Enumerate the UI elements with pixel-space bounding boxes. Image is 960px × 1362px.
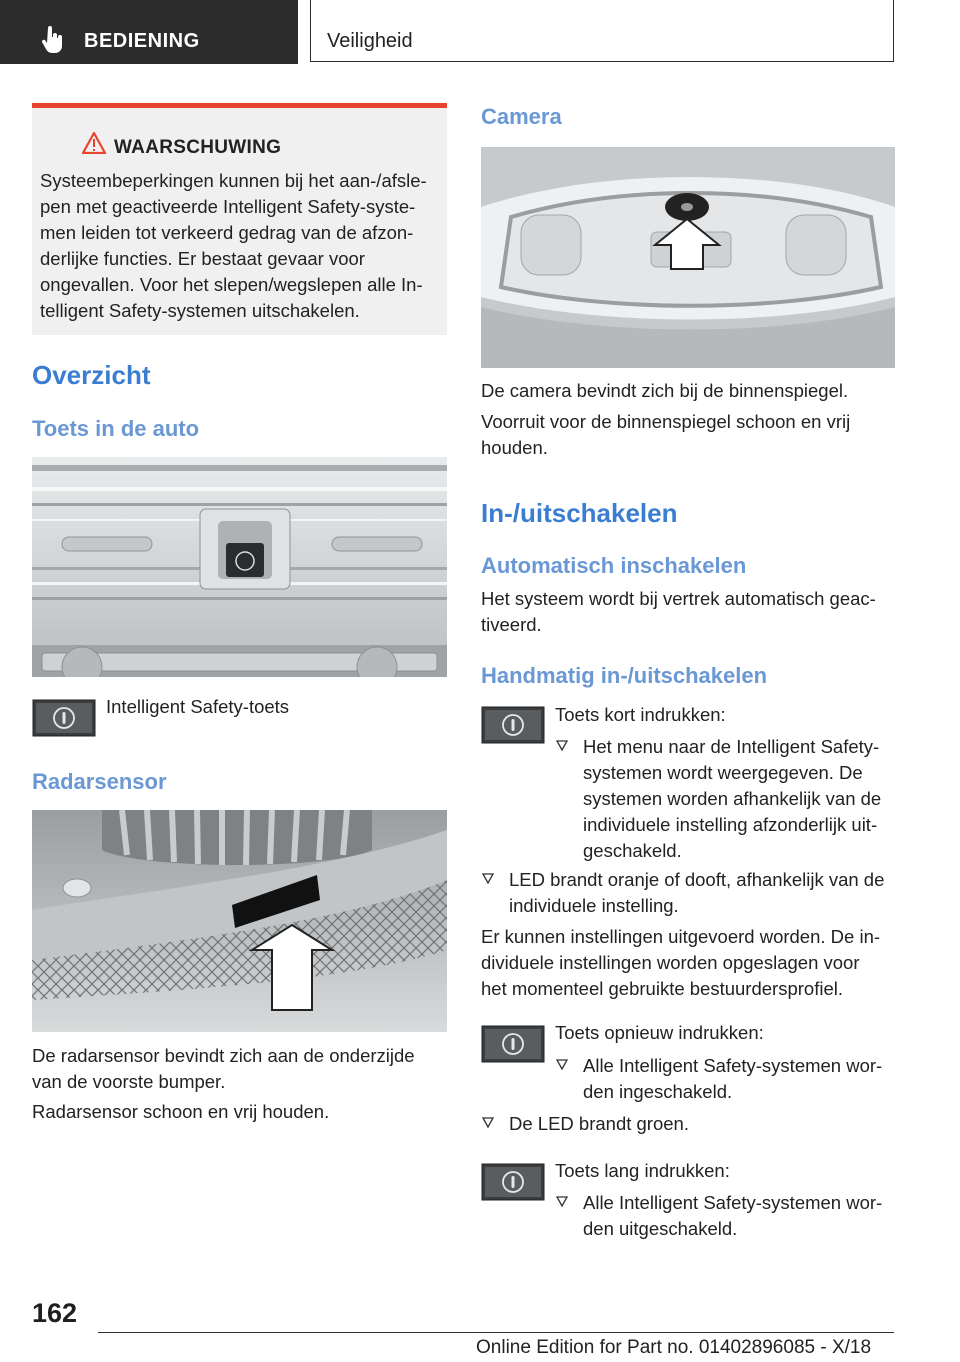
radar-sensor-photo — [32, 810, 447, 1032]
dashboard-button-photo — [32, 457, 447, 677]
text-line: LED brandt oranje of dooft, afhankelijk van de — [509, 869, 885, 890]
text-line: Voorruit voor de binnenspiegel schoon en vrij — [481, 411, 851, 432]
heading-overzicht: Overzicht — [32, 360, 151, 390]
triangle-bullet-icon — [555, 1194, 569, 1208]
text-line: het momenteel gebruikte bestuurdersprofiel. — [481, 978, 843, 999]
bullet-text: De LED brandt groen. — [509, 1113, 689, 1134]
hand-pointer-icon — [40, 26, 64, 54]
bullet-text — [583, 1190, 882, 1242]
text-line: Alle Intelligent Safety-systemen wor- — [583, 1055, 883, 1076]
radar-clean-text: Radarsensor schoon en vrij houden. — [32, 1101, 330, 1122]
warning-box — [32, 103, 447, 335]
text-line: den ingeschakeld. — [583, 1081, 733, 1102]
radar-location-text — [32, 1043, 415, 1095]
heading-camera: Camera — [481, 104, 562, 129]
bullet-text — [509, 867, 884, 919]
triangle-bullet-icon — [481, 1115, 495, 1129]
heading-handmatig: Handmatig in-/uitschakelen — [481, 663, 768, 688]
text-line: Alle Intelligent Safety-systemen wor- — [583, 1192, 883, 1213]
text-line: geschakeld. — [583, 840, 682, 861]
section-label: BEDIENING — [84, 30, 200, 52]
text-line: De radarsensor bevindt zich aan de onderzijde — [32, 1045, 415, 1066]
warning-line: derlijke functies. Er bestaat gevaar voor — [40, 248, 365, 269]
text-line: systemen wordt weergegeven. De — [583, 762, 863, 783]
text-line: van de voorste bumper. — [32, 1071, 226, 1092]
camera-clean-text — [481, 409, 850, 461]
page-number: 162 — [32, 1298, 78, 1328]
text-line: Het menu naar de Intelligent Safety- — [583, 736, 880, 757]
warning-triangle-icon — [82, 132, 106, 154]
triangle-bullet-icon — [555, 1057, 569, 1071]
bullet-text — [583, 1053, 882, 1105]
heading-toets-in-de-auto: Toets in de auto — [32, 416, 200, 441]
bullet-led-green — [481, 1111, 901, 1137]
text-line: systemen worden afhankelijk van de — [583, 788, 882, 809]
triangle-bullet-icon — [555, 738, 569, 752]
text-line: Het systeem wordt bij vertrek automatisch geac- — [481, 588, 876, 609]
text-line: dividuele instellingen worden opgeslagen voor — [481, 952, 860, 973]
warning-line: pen met geactiveerde Intelligent Safety-syste- — [40, 196, 416, 217]
short-press-label: Toets kort indrukken: — [555, 704, 726, 725]
warning-line: ongevallen. Voor het slepen/wegslepen alle In- — [40, 274, 423, 295]
section-tab — [0, 0, 298, 64]
text-line: individuele instelling afzonderlijk uit- — [583, 814, 878, 835]
text-line: houden. — [481, 437, 548, 458]
auto-text — [481, 586, 876, 638]
intelligent-safety-button-icon — [32, 699, 96, 737]
warning-title: WAARSCHUWING — [114, 137, 282, 158]
heading-radarsensor: Radarsensor — [32, 769, 167, 794]
intelligent-safety-button-icon — [481, 706, 545, 744]
bullet-again-press — [555, 1053, 900, 1105]
bullet-long-press — [555, 1190, 900, 1242]
bullet-led — [481, 867, 901, 919]
camera-location-text: De camera bevindt zich bij de binnenspiegel. — [481, 380, 849, 401]
warning-line: telligent Safety-systemen uitschakelen. — [40, 300, 360, 321]
text-line: Er kunnen instellingen uitgevoerd worden. De in- — [481, 926, 881, 947]
chapter-header — [310, 0, 894, 62]
intelligent-safety-button-icon — [481, 1163, 545, 1201]
text-line: tiveerd. — [481, 614, 542, 635]
intelligent-safety-button-icon — [481, 1025, 545, 1063]
long-press-label: Toets lang indrukken: — [555, 1160, 730, 1181]
warning-line: Systeembeperkingen kunnen bij het aan-/afsle- — [40, 170, 427, 191]
windshield-camera-photo — [481, 147, 895, 368]
triangle-bullet-icon — [481, 871, 495, 885]
edition-text: Online Edition for Part no. 01402896085 - X/18 — [476, 1337, 872, 1358]
text-line: den uitgeschakeld. — [583, 1218, 738, 1239]
heading-automatisch-inschakelen: Automatisch inschakelen — [481, 553, 747, 578]
chapter-title: Veiligheid — [327, 30, 413, 52]
text-line: individuele instelling. — [509, 895, 679, 916]
settings-text — [481, 924, 880, 1002]
bullet-short-press — [555, 734, 900, 864]
bullet-text — [583, 734, 881, 864]
button-caption: Intelligent Safety-toets — [106, 696, 290, 717]
heading-in-uitschakelen: In-/uitschakelen — [481, 498, 678, 528]
footer-divider — [98, 1332, 894, 1333]
warning-line: men leiden tot verkeerd gedrag van de afzon- — [40, 222, 414, 243]
warning-text — [40, 168, 445, 324]
again-press-label: Toets opnieuw indrukken: — [555, 1022, 764, 1043]
